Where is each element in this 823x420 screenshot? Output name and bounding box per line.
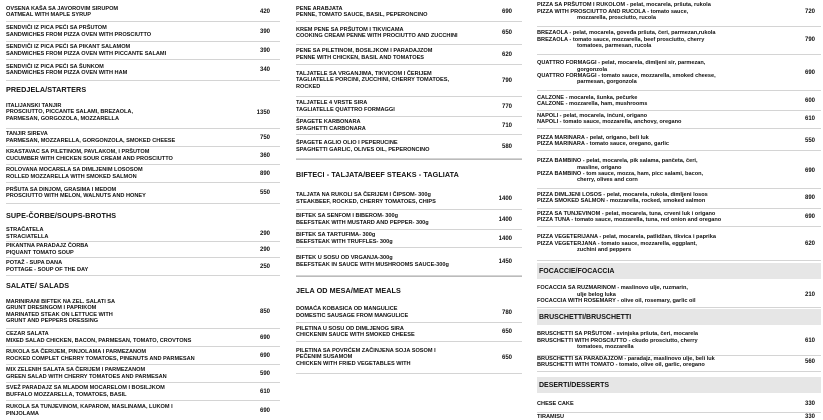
menu-item-line: TIRAMISU: [537, 413, 565, 420]
menu-item-line: BEEFSTEAK WITH MUSTARD AND PEPPER- 300g: [296, 219, 429, 226]
menu-item: [6, 97, 280, 129]
menu-item-description: [296, 135, 522, 153]
menu-item-price: 720: [804, 9, 815, 15]
menu-item: [6, 147, 280, 165]
menu-item-price: 890: [259, 170, 270, 177]
menu-item-price: 1350: [256, 109, 270, 116]
menu-item-price: 650: [501, 30, 512, 36]
menu-item-line: DOMESTIC SAUSAGE FROM MANGULICE: [296, 312, 409, 319]
divider: [537, 226, 821, 227]
divider: [537, 188, 821, 189]
menu-item-line: QUATTRO FORMAGGI - pelat, mocarela, dimljeni sir, parmezan,: [537, 60, 706, 67]
section-heading: BIFTECI - TALJATA/BEEF STEAKS - TAGLIATA: [296, 159, 522, 188]
divider: [537, 150, 821, 151]
menu-item-description: [6, 383, 280, 398]
menu-item-price: 550: [259, 190, 270, 196]
menu-item-line: PIZZA DIMLJENI LOSOS - pelat, mocarela, rukola, dimljeni losos: [537, 191, 708, 198]
divider: [537, 26, 821, 27]
menu-item-line: PINJOLAMA: [6, 410, 39, 417]
menu-item-line: TANJIR SIREVA: [6, 131, 48, 138]
menu-item: [537, 0, 821, 24]
menu-item: [6, 183, 280, 204]
menu-item: [6, 295, 280, 329]
menu-item-line: POTAŽ - SUPA DANA: [6, 260, 63, 267]
menu-item-price: 790: [501, 77, 512, 84]
menu-item-description: [537, 134, 821, 147]
menu-item: [537, 156, 821, 186]
menu-item: [6, 258, 280, 276]
menu-item-description: [537, 230, 821, 254]
menu-item: [537, 210, 821, 224]
menu-item-line: CHICKENIN SAUCE WITH SMOKED CHEESE: [296, 332, 415, 338]
menu-item-price: 690: [804, 168, 815, 174]
menu-item-line: SENDVIČI IZ PICA PEĆI SA ŠUNKOM: [6, 63, 104, 70]
menu-item-line: STRAČATELA: [6, 227, 44, 234]
menu-item: [537, 412, 821, 420]
menu-item-line: mozzarella, prosciutto, rucola: [577, 15, 656, 22]
menu-item-price: 650: [501, 329, 512, 335]
menu-item-line: QUATTRO FORMAGGI - tomato sauce, mozzarella, smoked cheese,: [537, 73, 716, 79]
menu-item-line: TALJATELE SA VRGANJIMA, TIKVICOM I ČERIJEM: [296, 70, 432, 77]
menu-item: [6, 383, 280, 401]
menu-item-description: [6, 295, 280, 324]
menu-item-description: [537, 285, 821, 305]
menu-item-description: [6, 347, 280, 362]
section-heading: JELA OD MESA/MEAT MEALS: [296, 276, 522, 303]
menu-item-line: SANDWICHES FROM PIZZA OVEN WITH PROSCIUTTO: [6, 31, 152, 38]
menu-item-price: 290: [259, 230, 270, 237]
menu-item: [537, 355, 821, 369]
menu-item-description: [296, 117, 522, 132]
divider: [537, 208, 821, 209]
menu-item-line: PENNE WITH CHICKEN, BASIL AND TOMATOES: [296, 54, 425, 61]
menu-item-line: OATMEAL WITH MAPLE SYRUP: [6, 12, 91, 18]
menu-item-price: 690: [804, 214, 815, 220]
menu-item-line: SPAGHETTI CARBONARA: [296, 125, 366, 132]
menu-item-line: BUFFALO MOZZARELLA, TOMATOES, BASIL: [6, 391, 127, 398]
divider: [537, 54, 821, 55]
menu-item-price: 690: [259, 352, 270, 359]
menu-item-price: 610: [804, 116, 815, 122]
divider: [537, 128, 821, 129]
divider: [537, 110, 821, 111]
menu-item-description: [296, 342, 522, 367]
menu-item-line: masline, origano: [577, 164, 622, 171]
menu-item-line: PIZZA WITH PROSCIUTTO AND RUCOLA - tomato sauce,: [537, 8, 689, 15]
menu-item: [296, 303, 522, 323]
menu-item-description: [296, 230, 522, 245]
menu-item-line: ŠPAGETE AGLIO OLIO I PEPERUCINE: [296, 140, 398, 147]
menu-item-line: FOCACCIA WITH ROSEMARY - olive oil, rosemary, garlic oil: [537, 298, 696, 305]
menu-item-line: PENE SA PILETINOM, BOSILJKOM I PARADAJZOM: [296, 48, 433, 55]
menu-item-line: PROSCIUTTO WITH MELON, WALNUTS AND HONEY: [6, 193, 146, 199]
menu-item-line: BREZAOLA - pelat, mocarela, goveđa pršuta, čeri, parmezan,rukola: [537, 30, 716, 37]
menu-item-line: TALJATELE 4 VRSTE SIRA: [296, 100, 368, 107]
menu-item-price: 590: [259, 370, 270, 377]
menu-item-description: [296, 303, 522, 319]
menu-item: [6, 365, 280, 383]
menu-item-line: BREZAOLA - tomato sauce, mozzarella, beef prosciutto, cherry: [537, 36, 705, 43]
menu-item-line: SPAGHETTI GARLIC, OLIVES OIL, PEPERONCINO: [296, 146, 430, 153]
menu-item-line: GREEN SALAD WITH CHERRY TOMATOES AND PARMESAN: [6, 373, 167, 380]
menu-item-description: [296, 45, 522, 61]
menu-item-line: TAGLIATELLE QUATTRO FORMAGGI: [296, 106, 395, 113]
menu-item-description: [296, 248, 522, 268]
menu-item-price: 890: [804, 195, 815, 201]
menu-item: [6, 22, 280, 42]
menu-item-description: [296, 65, 522, 90]
menu-item-line: PIZZA MARINARA - tomato sauce, oregano, garlic: [537, 141, 669, 147]
menu-item: [296, 135, 522, 159]
menu-item: [296, 342, 522, 374]
menu-item-line: PIKANTNA PARADAJZ ČORBA: [6, 243, 89, 250]
menu-column-left: [6, 3, 280, 420]
menu-item-line: ROCKED COMPLET CHERRY TOMATOES, PINENUTS AND PARMESAN: [6, 355, 195, 362]
menu-item: [296, 3, 522, 22]
menu-item: [296, 97, 522, 117]
menu-column-middle: [296, 3, 522, 374]
section-heading: BRUSCHETTI/BRUSCHETTI: [537, 309, 821, 325]
menu-item: [296, 323, 522, 342]
menu-item-price: 560: [804, 359, 815, 365]
menu-item-description: [6, 147, 280, 162]
menu-item-line: FOCACCIA SA RUZMARINOM - maslinovo ulje, ruzmarin,: [537, 285, 688, 292]
menu-item-line: ŠPAGETE KARBONARA: [296, 119, 361, 126]
menu-item-description: [6, 97, 280, 122]
menu-item-line: MIXED SALAD CHICKEN, BACON, PARMESAN, TOMATO, CROVTONS: [6, 337, 192, 344]
menu-item-line: PARMESAN, GORGOZOLA, MOZZARELLA: [6, 115, 120, 122]
menu-item-line: PARMESAN, MOZZARELLA, GORGONZOLA, SMOKED CHEESE: [6, 137, 176, 144]
menu-item-description: [6, 365, 280, 380]
menu-item-line: STEAKBEEF, ROCKED, CHERRY TOMATOES, CHIPS: [296, 198, 436, 205]
menu-item-description: [537, 156, 821, 184]
menu-item-description: [537, 412, 821, 420]
menu-item-description: [6, 329, 280, 344]
menu-item: [537, 112, 821, 126]
menu-item-line: PIZZA VEGETERJANA - tomato sauce, mozzarella, eggplant,: [537, 240, 697, 247]
menu-item-description: [537, 112, 821, 125]
menu-item-price: 1450: [498, 258, 512, 265]
menu-item-line: PEČENIM SUSAMOM: [296, 354, 353, 361]
menu-item-line: PILETINA U SOSU OD DIMLJENOG SIRA: [296, 325, 404, 332]
menu-item-price: 710: [501, 122, 512, 129]
menu-item-price: 790: [804, 37, 815, 43]
menu-item: [6, 42, 280, 60]
menu-item: [537, 230, 821, 258]
menu-item: [296, 22, 522, 45]
menu-item-price: 390: [259, 28, 270, 35]
menu-item-price: 600: [804, 98, 815, 104]
menu-item-description: [296, 323, 522, 338]
menu-item-line: PIZZA BAMBINO - tom sauce, mozza, ham, picc salami, bacon,: [537, 171, 704, 177]
menu-item-description: [537, 210, 821, 223]
menu-item-line: BIFTEK SA TARTUFIMA- 300g: [296, 232, 376, 239]
menu-item-line: ROLLED MOZZARELLA WITH SMOKED SALMON: [6, 173, 137, 180]
menu-item-line: PIZZA BAMBINO - pelat, mocarela, pik salama, pančeta, čeri,: [537, 158, 698, 165]
menu-item-line: CHICKEN WITH FRIED VEGETABLES WITH: [296, 360, 411, 367]
menu-item: [6, 129, 280, 147]
menu-item-description: [537, 398, 821, 407]
menu-item: [6, 3, 280, 22]
menu-item-line: OVSENA KAŠA SA JAVOROVIM SIRUPOM: [6, 5, 119, 12]
menu-item-line: SENDVIČI IZ PICA PEĆI SA PIKANT SALAMOM: [6, 44, 131, 51]
menu-item-price: 690: [501, 9, 512, 15]
menu-item-price: 330: [804, 414, 815, 420]
section-heading: FOCACCIE/FOCACCIA: [537, 263, 821, 279]
menu-item-line: CALZONE - mocarela, šunka, pečurke: [537, 94, 638, 101]
menu-item-price: 1400: [498, 235, 512, 242]
menu-item-line: BIFTEK SA SENFOM I BIBEROM- 300g: [296, 213, 399, 220]
menu-item-line: CUCUMBER WITH CHICKEN SOUR CREAM AND PROSCIUTTO: [6, 155, 173, 162]
menu-item-description: [6, 42, 280, 57]
section-heading: SALATE/ SALADS: [6, 281, 70, 290]
menu-item-line: BIFTEK U SOSU OD VRGANJA-300g: [296, 255, 393, 262]
menu-item-line: NAPOLI - tomato sauce, mozzarella, anchovy, oregano: [537, 119, 682, 125]
menu-item-line: SANDWICHES FROM PIZZA OVEN WITH HAM: [6, 70, 128, 76]
menu-item-price: 580: [501, 143, 512, 150]
menu-item-description: [296, 22, 522, 39]
menu-item-line: MIX ZELENIH SALATA SA ČERIJEM I PARMEZANOM: [6, 367, 146, 374]
menu-item-price: 330: [804, 401, 815, 407]
menu-item-description: [537, 0, 821, 22]
menu-item-line: BRUSCHETTI SA PRŠUTOM - svinjska pršuta, čeri, mocarela: [537, 331, 699, 338]
section-heading: DESERTI/DESSERTS: [537, 377, 821, 393]
menu-item-price: 360: [259, 152, 270, 159]
menu-item-price: 650: [501, 354, 512, 361]
menu-item-line: PIZZA TUNA - tomato sauce, mozzarella, tuna, red onion and oregano: [537, 217, 722, 223]
menu-item-line: RUKOLA SA ČERIJEM, PINJOLAMA I PARMEZANOM: [6, 349, 147, 356]
menu-item-description: [6, 183, 280, 199]
menu-item: [296, 45, 522, 65]
menu-item-line: STRACIATELLA: [6, 233, 49, 240]
menu-item-line: BRUSCHETTI SA PARADAJZOM - paradajz, maslinovo ulje, beli luk: [537, 355, 715, 362]
menu-item-description: [537, 58, 821, 86]
menu-item-line: GRUNT AND PEPPERS DRESSING: [6, 317, 99, 324]
menu-item-price: 340: [259, 67, 270, 73]
menu-item: [296, 117, 522, 135]
menu-item-price: 780: [501, 309, 512, 316]
menu-item-description: [6, 401, 280, 417]
menu-item-price: 610: [259, 388, 270, 395]
menu-item-line: CHESE CAKE: [537, 400, 574, 407]
menu-item-line: SENDVIČI IZ PICA PEĆI SA PRŠUTOM: [6, 25, 107, 32]
menu-item-price: 620: [501, 51, 512, 58]
menu-item-price: 750: [259, 134, 270, 141]
menu-item-description: [296, 97, 522, 113]
menu-item-line: SVEŽ PARADAJZ SA MLADOM MOCARELOM I BOSILJKOM: [6, 385, 165, 392]
menu-item: [296, 210, 522, 230]
menu-item: [6, 60, 280, 81]
menu-item-description: [537, 355, 821, 368]
menu-item: [6, 347, 280, 365]
menu-item-line: PIZZA SA PRŠUTOM I RUKOLOM - pelat, mocarela, pršuta, rukola: [537, 2, 711, 9]
divider: [537, 371, 821, 372]
menu-item-line: MARINIRANI BIFTEK NA ZEL. SALATI SA: [6, 298, 116, 305]
menu-item-description: [6, 226, 280, 240]
menu-item-description: [6, 22, 280, 38]
menu-item-line: ulje belog luka: [577, 291, 616, 298]
section-heading: PREDJELA/STARTERS: [6, 84, 87, 94]
menu-item: [537, 329, 821, 353]
menu-item: [6, 329, 280, 347]
menu-item-description: [6, 258, 280, 273]
menu-item-description: [6, 242, 280, 256]
menu-item: [6, 242, 280, 258]
menu-item-description: [296, 188, 522, 205]
menu-item-line: PENNE, TOMATO SAUCE, BASIL, PEPERONCINO: [296, 12, 428, 18]
menu-item-line: BEEFSTEAK IN SAUCE WITH MUSHROOMS SAUCE-300g: [296, 261, 449, 268]
menu-item-line: NAPOLI - pelat, mocarela, inćuni, origano: [537, 112, 648, 119]
menu-item-description: [6, 165, 280, 180]
menu-item-description: [6, 129, 280, 144]
menu-item: [296, 248, 522, 276]
menu-item-price: 290: [259, 246, 270, 253]
menu-item-line: PENE ARABJATA: [296, 5, 343, 12]
menu-item: [537, 398, 821, 410]
menu-item-line: parmesan, gorgonzola: [577, 79, 637, 86]
menu-item-line: gorgonzola: [577, 66, 608, 73]
menu-item-line: PIZZA SMOKED SALMON - mozzarella, rocked, smoked salmon: [537, 198, 706, 204]
menu-item-line: PRŠUTA SA DINJOM, GRASIMA I MEDOM: [6, 186, 117, 193]
menu-item-line: BEEFSTEAK WITH TRUFFLES- 300g: [296, 238, 393, 245]
menu-item-line: KRASTAVAC SA PILETINOM, PAVLAKOM, I PRŠUTOM: [6, 149, 150, 156]
menu-item-line: TAGLIATELLE PORCINI, ZUCCHINI, CHERRY TOMATOES,: [296, 77, 450, 84]
section-heading: SUPE-ČORBE/SOUPS-BROTHS: [6, 210, 117, 220]
menu-item-line: TALJATA NA RUKOLI SA ČERIJEM I ČIPSOM- 300g: [296, 192, 431, 199]
menu-item-description: [6, 60, 280, 76]
menu-item-description: [6, 3, 280, 18]
menu-item-price: 550: [804, 138, 815, 144]
menu-item-price: 770: [501, 103, 512, 110]
menu-item-line: zuchini and peppers: [577, 247, 632, 254]
menu-item: [296, 230, 522, 248]
menu-item-price: 420: [259, 9, 270, 15]
menu-item-price: 850: [259, 308, 270, 315]
menu-item-line: tomatoes, mozzarella: [577, 344, 634, 351]
menu-item: [6, 401, 280, 420]
menu-item: [6, 165, 280, 183]
menu-item: [537, 58, 821, 88]
menu-item-price: 250: [259, 263, 270, 270]
menu-item: [537, 94, 821, 108]
menu-item-line: ROCKED: [296, 83, 321, 90]
menu-item-price: 1400: [498, 216, 512, 223]
menu-item-line: CALZONE - mozzarella, ham, mushrooms: [537, 101, 648, 107]
divider: [537, 260, 821, 261]
divider: [537, 307, 821, 308]
menu-item: [296, 65, 522, 97]
menu-item-description: [537, 94, 821, 107]
menu-item-line: POTTAGE - SOUP OF THE DAY: [6, 266, 89, 273]
menu-item-line: ROLOVANA MOCARELA SA DIMLJENIM LOSOSOM: [6, 167, 143, 174]
menu-item-description: [296, 210, 522, 226]
menu-item-price: 620: [804, 241, 815, 247]
menu-item-line: SANDWICHES FROM PIZZA OVEN WITH PICCANTE SALAMI: [6, 50, 167, 57]
menu-item-line: RUKOLA SA TUNJEVINOM, KAPAROM, MASLINAMA, LUKOM I: [6, 404, 173, 411]
menu-item-line: ITALIJANSKI TANJIR: [6, 102, 62, 109]
menu-item-price: 1400: [498, 195, 512, 202]
menu-item-line: PIZZA SA TUNJEVINOM - pelat, mocarela, tuna, crveni luk i origano: [537, 210, 716, 217]
menu-item: [537, 285, 821, 305]
menu-item-line: MARINATED STEAK ON LETTUCE WITH: [6, 311, 113, 318]
menu-item-line: PILETINA SA POVRĆEM ZAČINJENA SOJA SOSOM I: [296, 347, 436, 354]
menu-item-price: 390: [259, 47, 270, 54]
menu-item-line: BRUSCHETTI WITH PROSCIUTTO - ckudo prosciutto, cherry: [537, 337, 698, 344]
menu-item-price: 690: [259, 407, 270, 414]
menu-item: [537, 28, 821, 52]
menu-item-line: DOMAĆA KOBASICA OD MANGULICE: [296, 306, 398, 313]
menu-item-description: [296, 3, 522, 18]
menu-item: [296, 188, 522, 210]
menu-item-description: [537, 28, 821, 50]
menu-item-price: 690: [804, 70, 815, 76]
divider: [537, 90, 821, 91]
menu-item-line: PIZZA VEGETERIJANA - pelat, mocarela, patlidžan, tikvica i paprika: [537, 234, 716, 241]
menu-item-line: BRUSCHETTI WITH TOMATO - tomato, olive oil, garlic, oregano: [537, 362, 705, 368]
menu-item: [537, 190, 821, 206]
menu-item-line: cherry, olives and corn: [577, 177, 638, 184]
menu-item-price: 610: [804, 338, 815, 344]
menu-item-line: PIQUANT TOMATO SOUP: [6, 249, 74, 256]
menu-item-price: 210: [804, 292, 815, 298]
menu-item: [6, 226, 280, 242]
menu-item-line: CEZAR SALATA: [6, 331, 49, 338]
menu-item-line: KREM PENE SA PRŠUTOM I TIKVICAMA: [296, 26, 404, 33]
menu-item-description: [537, 190, 821, 204]
menu-item-line: PIZZA MARINARA - pelat, origano, beli luk: [537, 134, 649, 141]
menu-item-line: COOKING CREAM PENNE WITH PROCIUTTO AND ZUCCHINI: [296, 33, 458, 39]
menu-item: [537, 134, 821, 148]
menu-item-price: 690: [259, 334, 270, 341]
menu-item-line: GRUNT DRESINGOM I PAPRIKOM: [6, 305, 97, 312]
menu-item-line: tomatoes, parmesan, rucola: [577, 43, 652, 50]
menu-item-description: [537, 329, 821, 351]
menu-item-line: PROSCIUTTO, PICCANTE SALAMI, BREZAOLA,: [6, 109, 134, 116]
